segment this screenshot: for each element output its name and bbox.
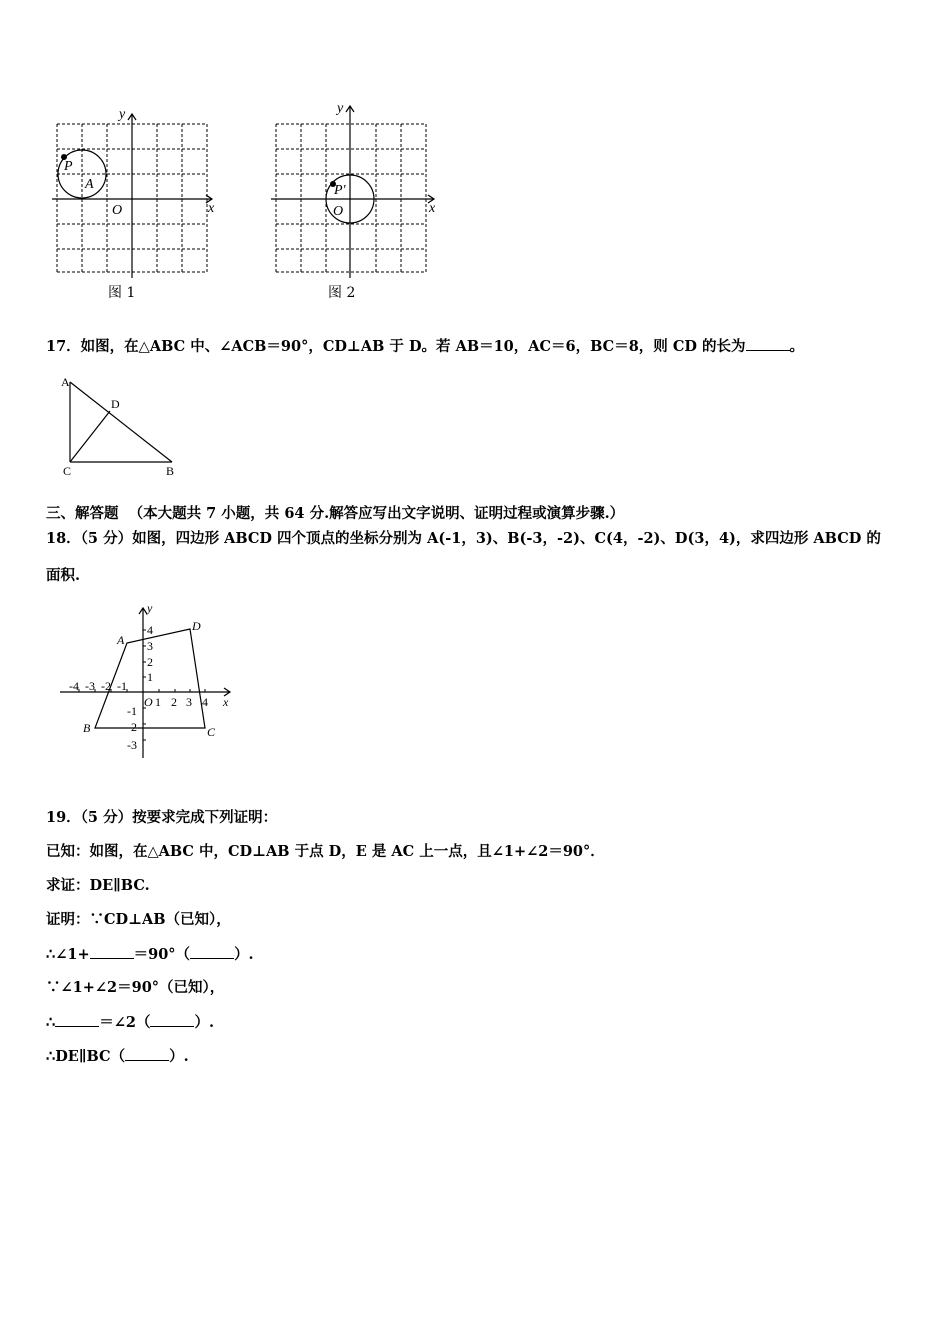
proof-step-2-part-b: ＝90°（ bbox=[133, 946, 191, 963]
p-prime-label: P' bbox=[334, 183, 346, 198]
y-label: y bbox=[119, 107, 126, 122]
proof-blank-4[interactable] bbox=[150, 1012, 194, 1027]
proof-blank-5[interactable] bbox=[125, 1046, 169, 1061]
y-axis-label: y bbox=[147, 601, 153, 615]
section-3-header bbox=[46, 504, 624, 524]
y-tick-neg3: -3 bbox=[127, 738, 137, 752]
x-tick-neg1: -1 bbox=[117, 679, 127, 693]
vertex-a-label: A bbox=[61, 375, 70, 389]
figure-2 bbox=[262, 100, 452, 310]
x-tick-neg2: -2 bbox=[101, 679, 111, 693]
proof-step-1: 证明：∵CD⊥AB（已知）， bbox=[46, 911, 231, 928]
figure-1-caption: 图 1 bbox=[108, 285, 136, 301]
x-tick-3: 3 bbox=[186, 695, 192, 709]
question-18-line-1: 18．（5 分）如图，四边形 ABCD 四个顶点的坐标分别为 A(-1，3)、B(-3，-2)、C(4，-2)、D(3，4)，求四边形 ABCD 的 bbox=[46, 530, 881, 547]
proof-step-2 bbox=[46, 944, 254, 965]
x-tick-neg4: -4 bbox=[69, 679, 79, 693]
proof-step-2-part-a: ∴∠1+ bbox=[46, 946, 90, 963]
vertex-b-label: B bbox=[166, 464, 175, 478]
x-tick-neg3: -3 bbox=[85, 679, 95, 693]
x-label: x bbox=[429, 201, 436, 216]
section-3-title: 三、解答题 bbox=[46, 505, 119, 522]
question-17-figure bbox=[58, 374, 188, 480]
figure-2-caption: 图 2 bbox=[328, 285, 356, 301]
proof-step-4 bbox=[46, 1012, 214, 1033]
y-tick-2: 2 bbox=[147, 655, 153, 669]
x-axis-label: x bbox=[223, 695, 229, 709]
vertex-a-label: A bbox=[117, 633, 125, 647]
origin-label: O bbox=[144, 695, 153, 709]
x-tick-4: 4 bbox=[202, 695, 208, 709]
question-17 bbox=[46, 336, 804, 357]
question-18-line-2: 面积. bbox=[46, 567, 81, 584]
proof-step-2-part-c: ）. bbox=[234, 946, 254, 963]
proof-blank-2[interactable] bbox=[190, 944, 234, 959]
vertex-d-label: D bbox=[192, 619, 201, 633]
question-17-text: 17．如图，在△ABC 中、∠ACB＝90°，CD⊥AB 于 D。若 AB＝10，AC＝6，BC＝8，则 CD 的长为 bbox=[46, 338, 746, 355]
figure-1 bbox=[40, 100, 230, 310]
proof-blank-3[interactable] bbox=[55, 1012, 99, 1027]
vertex-c-label: C bbox=[207, 725, 216, 739]
x-label: x bbox=[208, 201, 215, 216]
vertex-b-label: B bbox=[83, 721, 91, 735]
proof-step-5-part-b: ）. bbox=[169, 1048, 189, 1065]
proof-step-4-part-a: ∴ bbox=[46, 1014, 56, 1031]
question-17-end: 。 bbox=[789, 338, 805, 355]
answer-blank[interactable] bbox=[746, 336, 790, 351]
section-3-note: （本大题共 7 小题，共 64 分.解答应写出文字说明、证明过程或演算步骤.） bbox=[128, 505, 625, 522]
proof-step-5-part-a: ∴DE∥BC（ bbox=[46, 1048, 126, 1065]
question-19-prove: 求证：DE∥BC. bbox=[46, 877, 150, 894]
a-label: A bbox=[85, 177, 94, 192]
origin-label: O bbox=[333, 204, 344, 219]
proof-step-4-part-b: ＝∠2（ bbox=[99, 1014, 151, 1031]
question-19-title: 19．（5 分）按要求完成下列证明： bbox=[46, 809, 278, 826]
y-tick-1: 1 bbox=[147, 670, 153, 684]
x-tick-2: 2 bbox=[171, 695, 177, 709]
y-tick-4: 4 bbox=[147, 623, 153, 637]
p-label: P bbox=[64, 159, 73, 174]
y-label: y bbox=[337, 101, 344, 116]
y-tick-neg1: -1 bbox=[127, 704, 137, 718]
proof-step-4-part-c: ）. bbox=[194, 1014, 215, 1031]
origin-label: O bbox=[112, 203, 123, 218]
question-18-figure bbox=[55, 598, 245, 763]
y-tick-neg2: -2 bbox=[127, 720, 137, 734]
proof-step-5 bbox=[46, 1046, 189, 1067]
x-tick-1: 1 bbox=[155, 695, 161, 709]
question-19-given: 已知：如图，在△ABC 中，CD⊥AB 于点 D，E 是 AC 上一点，且∠1+∠2＝90°． bbox=[46, 843, 605, 860]
proof-blank-1[interactable] bbox=[90, 944, 134, 959]
vertex-c-label: C bbox=[63, 464, 72, 478]
proof-step-3: ∵∠1+∠2＝90°（已知）， bbox=[46, 979, 225, 996]
y-tick-3: 3 bbox=[147, 639, 153, 653]
vertex-d-label: D bbox=[111, 397, 120, 411]
